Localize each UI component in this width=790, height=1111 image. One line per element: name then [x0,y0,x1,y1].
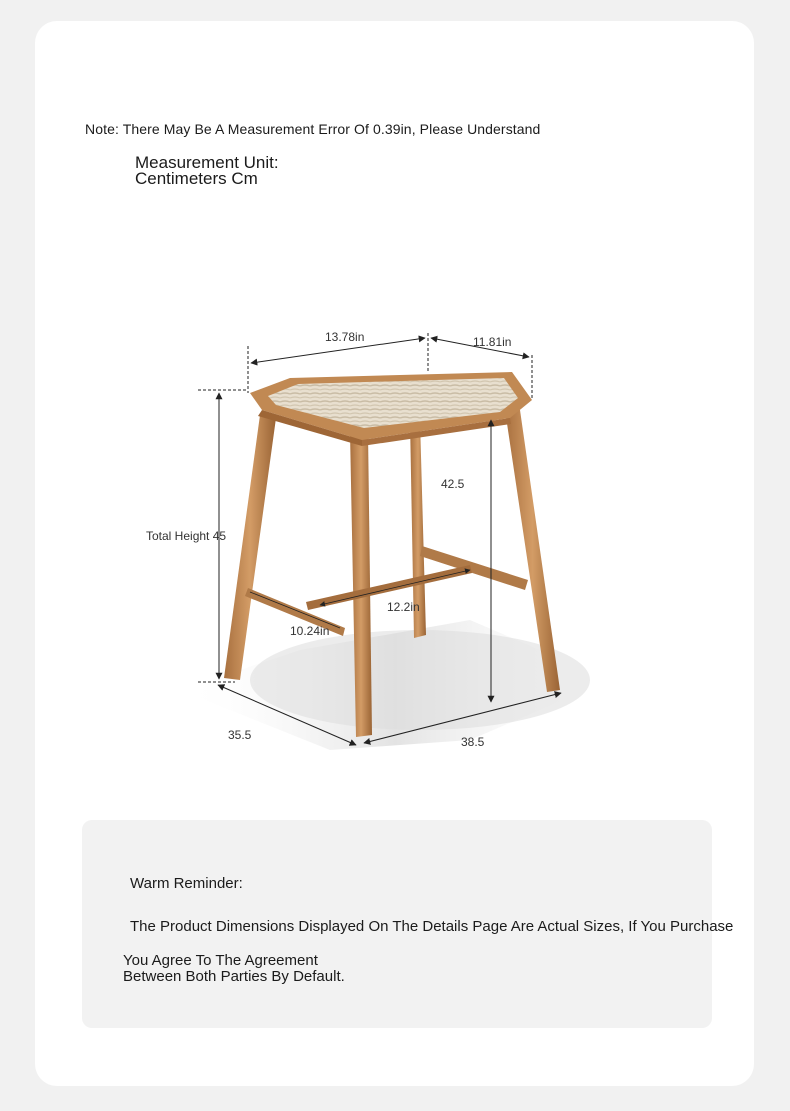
label-seat-width: 13.78in [325,330,365,344]
reminder-text-line-1: The Product Dimensions Displayed On The Details Page Are Actual Sizes, If You Purchase [130,918,734,935]
reminder-text-block [123,953,345,985]
label-seat-depth: 11.81in [473,335,512,349]
label-total-height: Total Height 45 [146,529,227,543]
measurement-note: Note: There May Be A Measurement Error Of 0.39in, Please Understand [85,121,541,137]
unit-line-1: Measurement Unit: [135,153,279,172]
reminder-title: Warm Reminder: [130,875,243,892]
reminder-text-line-2: You Agree To The Agreement [123,952,318,969]
label-rail-long: 12.2in [387,600,420,614]
unit-line-2: Centimeters Cm [135,169,258,188]
reminder-text-line-3: Between Both Parties By Default. [123,968,345,985]
label-base-depth: 35.5 [228,728,252,742]
label-base-width: 38.5 [461,735,485,749]
label-rail-short: 10.24in [290,624,330,638]
label-seat-height: 42.5 [441,477,465,491]
